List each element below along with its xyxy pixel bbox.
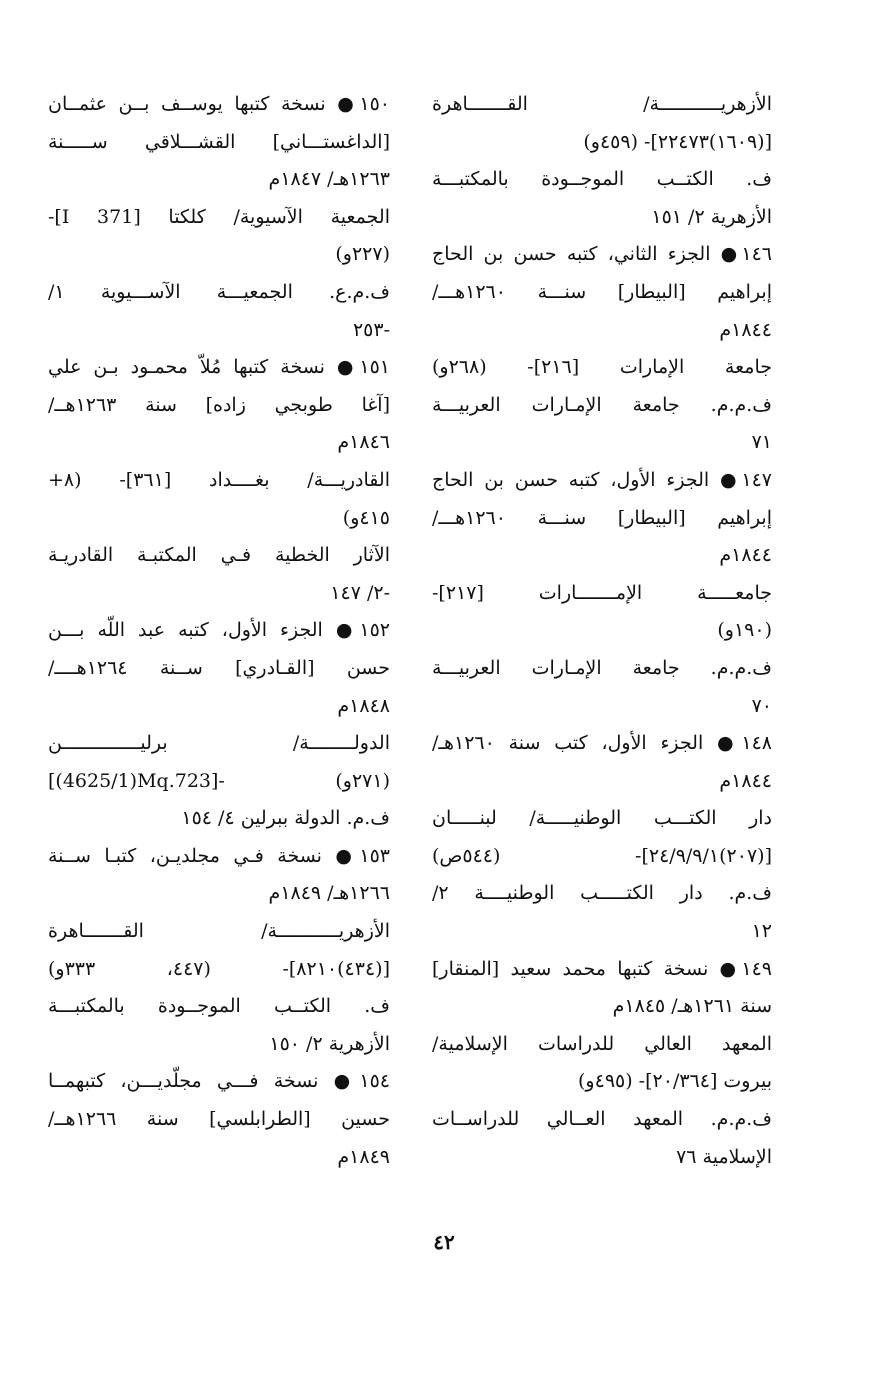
right-column-line: [(٢٠٧)٢٤/٩/٩/١]- (٥٤٤ص): [432, 844, 772, 867]
left-column-line: ٤١٥و): [342, 506, 390, 529]
page-number: ٤٢: [433, 1230, 455, 1254]
right-column-line: الأزهريـــــــــــة/ القـــــــاهرة: [432, 93, 772, 115]
right-column-line: ف.م. دار الكتـــــب الوطنيــــة ٢/: [432, 882, 772, 905]
right-column-line: ١٤٦● الجزء الثاني، كتبه حسن بن الحاج: [432, 243, 772, 266]
left-column-line: الجمعية الآسيوية/ كلكتا [371 I]-: [48, 205, 390, 228]
left-column-line: [الداغستـــاني] القشـــلاقي ســـــنة: [48, 130, 390, 153]
right-column-line: ١٢: [751, 920, 772, 943]
right-column: [432, 86, 772, 1176]
right-column-line: بيروت [٢٠/٣٦٤]- (٤٩٥و): [578, 1070, 772, 1093]
left-column-line: ١٢٦٣هـ/ ١٨٤٧م: [268, 168, 390, 191]
left-column-line: القادريـــة/ بغــــداد [٣٦١]- (٨+: [48, 468, 390, 491]
right-column-line: المعهد العالي للدراسات الإسلامية/: [432, 1032, 772, 1055]
left-column-line: ف. الكتــب الموجــودة بالمكتبـــة: [48, 995, 390, 1018]
left-column-line: الأزهريـــــــــــة/ القـــــــاهرة: [48, 920, 390, 943]
left-column-line: ٢٥٣-: [352, 318, 390, 341]
right-column-line: جامعـــــة الإمـــــــارات [٢١٧]-: [432, 581, 772, 604]
left-column-line: الآثار الخطية فـي المكتبـة القادريـة: [48, 544, 390, 567]
left-column-line: حسين [الطرابلسي] سنة ١٢٦٦هــ/: [48, 1108, 390, 1131]
right-column-line: إبراهيم [البيطار] سنـــة ١٢٦٠هـــ/: [432, 506, 772, 529]
left-column-line: الأزهرية ٢/ ١٥٠: [269, 1032, 390, 1055]
left-column: [48, 86, 390, 1176]
right-column-line: ف. الكتــب الموجــودة بالمكتبـــة: [432, 168, 772, 191]
right-column-line: ف.م.م. جامعة الإمـارات العربيـــة: [432, 393, 772, 416]
left-column-line: ١٨٤٩م: [337, 1145, 390, 1168]
left-column-line: ف.م. الدولة ببرلين ٤/ ١٥٤: [181, 807, 390, 830]
right-column-line: ١٨٤٤م: [719, 318, 772, 341]
right-column-line: دار الكتـــب الوطنيـــــة/ لبنـــــان: [432, 807, 772, 830]
left-column-line: [آغا طوبجي زاده] سنة ١٢٦٣هــ/: [48, 393, 390, 416]
right-column-line: ١٤٧● الجزء الأول، كتبه حسن بن الحاج: [432, 468, 772, 491]
right-column-line: [(١٦٠٩)٢٢٤٧٣]- (٤٥٩و): [583, 130, 772, 153]
left-column-line: الدولــــــــة/ برليــــــــــــــن: [48, 732, 390, 755]
right-column-line: الإسلامية ٧٦: [676, 1145, 772, 1168]
left-column-line: ٢/ ١٤٧-: [330, 581, 390, 604]
left-column-line: [(٤٣٤)٨٢١٠]- (٤٤٧، ٣٣٣و): [48, 957, 390, 980]
right-column-line: ١٨٤٤م: [719, 769, 772, 792]
right-column-line: ف.م.م. جامعة الإمـارات العربيـــة: [432, 656, 772, 679]
left-column-line: ١٥١● نسخة كتبها مُلاّ محمـود بـن علي: [48, 356, 390, 379]
right-column-line: ٧١: [751, 431, 772, 454]
left-column-line: [(4625/1)Mq.723]- (٢٧١و): [48, 769, 390, 792]
left-column-line: ١٥٢● الجزء الأول، كتبه عبد اللّه بـــن: [48, 619, 390, 642]
left-column-line: حسن [القـادري] ســنة ١٢٦٤هــــ/: [48, 656, 390, 679]
left-column-line: ١٢٦٦هـ/ ١٨٤٩م: [268, 882, 390, 905]
right-column-line: ف.م.م. المعهد العــالي للدراســات: [432, 1108, 772, 1131]
left-column-line: (٢٢٧و): [335, 243, 390, 266]
left-column-line: ١٥٤● نسخة فـــي مجلّديـــن، كتبهمــا: [48, 1070, 390, 1093]
right-column-line: ١٤٩● نسخة كتبها محمد سعيد [المنقار]: [432, 957, 772, 980]
right-column-line: جامعة الإمارات [٢١٦]- (٢٦٨و): [432, 356, 772, 379]
left-column-line: ١٥٠● نسخة كتبها يوســف بــن عثمــان: [48, 93, 390, 115]
right-column-line: سنة ١٢٦١هـ/ ١٨٤٥م: [612, 995, 772, 1018]
left-column-line: ١٥٣● نسخة فـي مجلديـن، كتبـا ســنة: [48, 844, 390, 867]
right-column-line: ١٨٤٤م: [719, 544, 772, 567]
right-column-line: إبراهيم [البيطار] سنـــة ١٢٦٠هـــ/: [432, 280, 772, 303]
right-column-line: الأزهرية ٢/ ١٥١: [651, 205, 772, 228]
right-column-line: (١٩٠و): [717, 619, 772, 642]
right-column-line: ١٤٨● الجزء الأول، كتب سنة ١٢٦٠هـ/: [432, 732, 772, 755]
right-column-line: ٧٠: [751, 694, 772, 717]
left-column-line: ف.م.ع. الجمعيـــة الآســـيوية ١/: [48, 280, 390, 303]
left-column-line: ١٨٤٨م: [337, 694, 390, 717]
left-column-line: ١٨٤٦م: [337, 431, 390, 454]
